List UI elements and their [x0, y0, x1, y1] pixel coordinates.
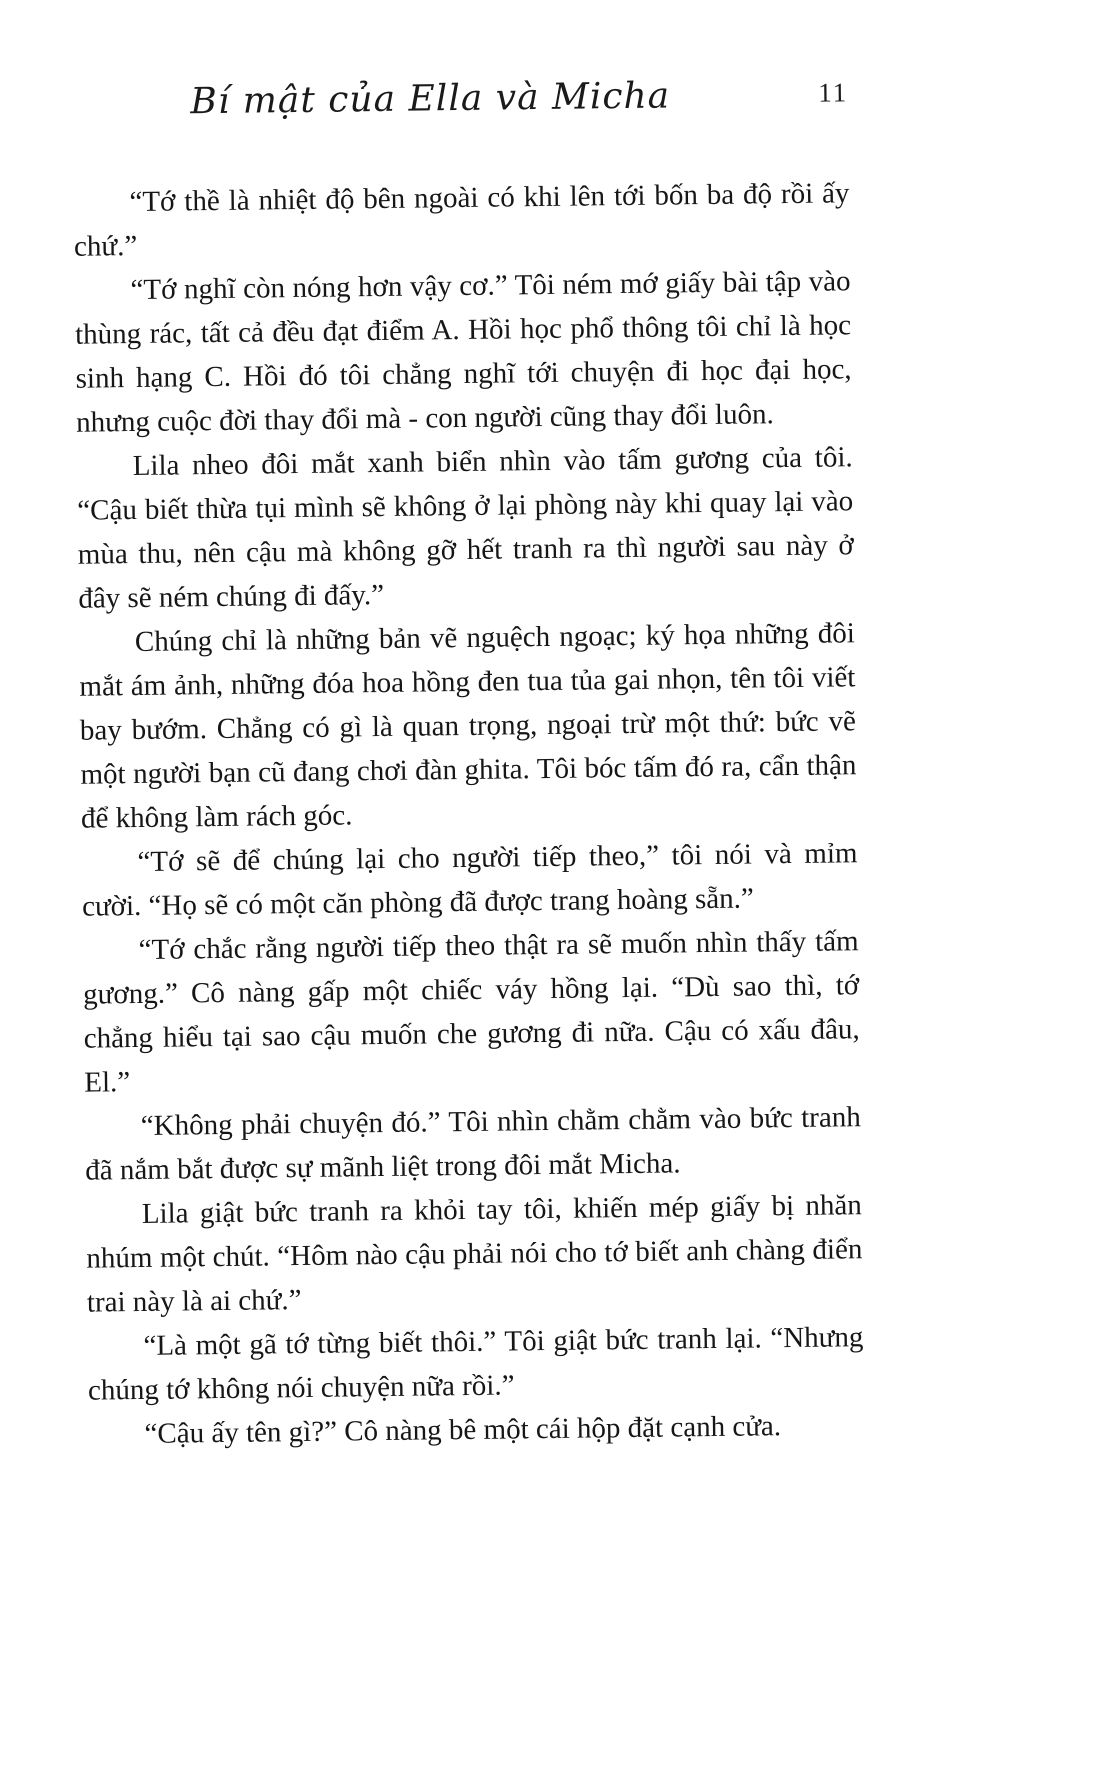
body-text — [73, 171, 865, 1456]
paragraph: “Tớ nghĩ còn nóng hơn vậy cơ.” Tôi ném mớ giấy bài tập vào thùng rác, tất cả đều đạt điểm A. Hồi học phổ thông tôi chỉ là học sinh hạng C. Hồi đó tôi chẳng nghĩ tới chuyện đi học đại học, nhưng cuộc đời thay đổi mà - con người cũng thay đổi luôn. — [74, 265, 852, 439]
paragraph: Lila nheo đôi mắt xanh biển nhìn vào tấm gương của tôi. “Cậu biết thừa tụi mình sẽ không ở lại phòng này khi quay lại vào mùa thu, nên cậu mà không gỡ hết tranh ra thì người sau này ở đây sẽ ném chúng đi đấy.” — [77, 441, 854, 615]
paragraph: “Là một gã tớ từng biết thôi.” Tôi giật bức tranh lại. “Nhưng chúng tớ không nói chuyện nữa rồi.” — [87, 1321, 864, 1407]
paragraph: “Tớ chắc rằng người tiếp theo thật ra sẽ muốn nhìn thấy tấm gương.” Cô nàng gấp một chiếc váy hồng lại. “Dù sao thì, tớ chẳng hiểu tại sao cậu muốn che gương đi nữa. Cậu có xấu đâu, El.” — [82, 925, 860, 1099]
paragraph: “Cậu ấy tên gì?” Cô nàng bê một cái hộp đặt cạnh cửa. — [144, 1410, 782, 1450]
paragraph: “Tớ sẽ để chúng lại cho người tiếp theo,” tôi nói và mỉm cười. “Họ sẽ có một căn phòng đã được trang hoàng sẵn.” — [81, 837, 858, 923]
page-header — [72, 73, 849, 142]
paragraph: “Không phải chuyện đó.” Tôi nhìn chằm chằm vào bức tranh đã nắm bắt được sự mãnh liệt trong đôi mắt Micha. — [85, 1101, 861, 1187]
page-number: 11 — [818, 77, 849, 108]
page-content — [72, 73, 865, 1456]
paragraph: “Tớ thề là nhiệt độ bên ngoài có khi lên tới bốn ba độ rồi ấy chứ.” — [73, 177, 850, 263]
book-title: Bí mật của Ella và Micha — [190, 75, 671, 123]
paragraph: Lila giật bức tranh ra khỏi tay tôi, khiến mép giấy bị nhăn nhúm một chút. “Hôm nào cậu phải nói cho tớ biết anh chàng điển trai này là ai chứ.” — [86, 1189, 863, 1319]
paragraph: Chúng chỉ là những bản vẽ nguệch ngoạc; ký họa những đôi mắt ám ảnh, những đóa hoa hồng đen tua tủa gai nhọn, tên tôi viết bay bướm. Chẳng có gì là quan trọng, ngoại trừ một thứ: bức vẽ một người bạn cũ đang chơi đàn ghita. Tôi bóc tấm đó ra, cẩn thận để không làm rách góc. — [79, 617, 857, 835]
